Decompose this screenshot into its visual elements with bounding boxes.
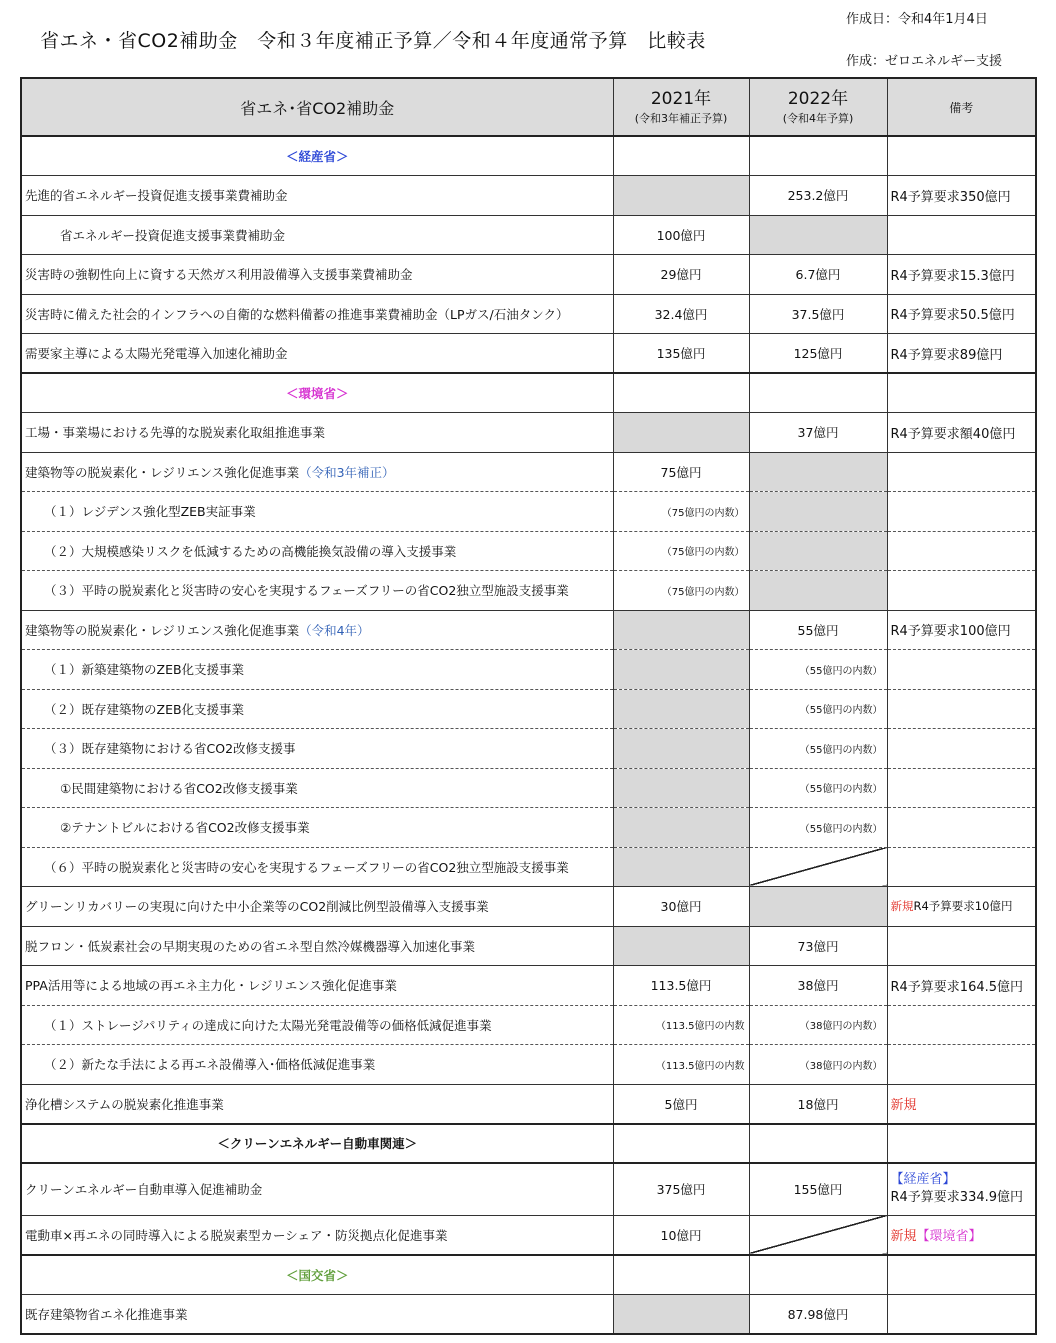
row-name: 既存建築物省エネ化推進事業	[21, 1294, 613, 1334]
table-row	[21, 452, 1036, 492]
gray-cell	[613, 768, 749, 808]
value-2022: 155億円	[749, 1163, 887, 1215]
table-row	[21, 847, 1036, 887]
row-name: （２）大規模感染リスクを低減するための高機能換気設備の導入支援事業	[21, 531, 613, 571]
gray-cell	[749, 452, 887, 492]
row-name: 工場・事業場における先導的な脱炭素化取組推進事業	[21, 413, 613, 453]
table-row	[21, 650, 1036, 690]
header-name: 省エネ･省CO2補助金	[21, 78, 613, 136]
row-name: （３）平時の脱炭素化と災害時の安心を実現するフェーズフリーの省CO2独立型施設支援事業	[21, 571, 613, 611]
value-2022: 6.7億円	[749, 255, 887, 295]
header-note: 備考	[887, 78, 1036, 136]
row-name: （１）ストレージパリティの達成に向けた太陽光発電設備等の価格低減促進事業	[21, 1005, 613, 1045]
value-2022: 37億円	[749, 413, 887, 453]
diagonal-cell	[749, 847, 887, 887]
value-2021: 100億円	[613, 215, 749, 255]
table-row	[21, 413, 1036, 453]
value-2022: 55億円	[749, 610, 887, 650]
gray-cell	[613, 413, 749, 453]
value-2022: （55億円の内数）	[749, 689, 887, 729]
section-row-env	[21, 373, 1036, 413]
value-2021: 5億円	[613, 1084, 749, 1124]
table-row	[21, 689, 1036, 729]
gray-cell	[613, 610, 749, 650]
row-name: ②テナントビルにおける省CO2改修支援事業	[21, 808, 613, 848]
row-note: 新規R4予算要求10億円	[887, 887, 1036, 927]
gray-cell	[749, 887, 887, 927]
row-name: （１）レジデンス強化型ZEB実証事業	[21, 492, 613, 532]
table-row	[21, 334, 1036, 374]
row-name: クリーンエネルギー自動車導入促進補助金	[21, 1163, 613, 1215]
value-2021: 29億円	[613, 255, 749, 295]
gray-cell	[749, 215, 887, 255]
table-row	[21, 531, 1036, 571]
value-2022: （55億円の内数）	[749, 768, 887, 808]
section-row-meti	[21, 136, 1036, 176]
row-name: （２）新たな手法による再エネ設備導入･価格低減促進事業	[21, 1045, 613, 1085]
created-date: 作成日：令和4年1月4日	[846, 12, 988, 27]
table-row	[21, 729, 1036, 769]
row-name: PPA活用等による地域の再エネ主力化・レジリエンス強化促進事業	[21, 966, 613, 1006]
value-2022: （38億円の内数）	[749, 1045, 887, 1085]
diagonal-cell	[749, 1215, 887, 1255]
table-row	[21, 492, 1036, 532]
table-header-row	[21, 78, 1036, 136]
value-2022: 125億円	[749, 334, 887, 374]
value-2021: （113.5億円の内数	[613, 1045, 749, 1085]
value-2021: （75億円の内数）	[613, 492, 749, 532]
row-name: （６）平時の脱炭素化と災害時の安心を実現するフェーズフリーの省CO2独立型施設支援事業	[21, 847, 613, 887]
value-2021: 10億円	[613, 1215, 749, 1255]
value-2022: 18億円	[749, 1084, 887, 1124]
header-2021: 2021年 (令和3年補正予算)	[613, 78, 749, 136]
row-note: R4予算要求89億円	[887, 334, 1036, 374]
header-2022: 2022年 (令和4年予算)	[749, 78, 887, 136]
gray-cell	[613, 729, 749, 769]
section-row-mlit	[21, 1255, 1036, 1295]
table-row	[21, 1215, 1036, 1255]
table-row	[21, 808, 1036, 848]
row-name: 電動車×再エネの同時導入による脱炭素型カーシェア・防災拠点化促進事業	[21, 1215, 613, 1255]
row-name: 建築物等の脱炭素化・レジリエンス強化促進事業（令和4年）	[21, 610, 613, 650]
value-2021: 32.4億円	[613, 294, 749, 334]
gray-cell	[749, 531, 887, 571]
value-2021: （75億円の内数）	[613, 571, 749, 611]
budget-tag: （令和3年補正）	[299, 464, 395, 480]
value-2022: 253.2億円	[749, 176, 887, 216]
row-name: ①民間建築物における省CO2改修支援事業	[21, 768, 613, 808]
gray-cell	[749, 571, 887, 611]
value-2021: 30億円	[613, 887, 749, 927]
row-name: 需要家主導による太陽光発電導入加速化補助金	[21, 334, 613, 374]
gray-cell	[749, 492, 887, 532]
row-note: 新規【環境省】	[887, 1215, 1036, 1255]
table-row	[21, 215, 1036, 255]
row-name: 災害時の強靭性向上に資する天然ガス利用設備導入支援事業費補助金	[21, 255, 613, 295]
value-2022: （55億円の内数）	[749, 808, 887, 848]
value-2021: 135億円	[613, 334, 749, 374]
section-label: ＜経産省＞	[21, 136, 613, 176]
table-row	[21, 294, 1036, 334]
value-2021: 375億円	[613, 1163, 749, 1215]
section-label: ＜クリーンエネルギー自動車関連＞	[21, 1124, 613, 1164]
value-2022: 87.98億円	[749, 1294, 887, 1334]
row-name: 浄化槽システムの脱炭素化推進事業	[21, 1084, 613, 1124]
row-note: 【経産省】 R4予算要求334.9億円	[887, 1163, 1036, 1215]
section-label: ＜国交省＞	[21, 1255, 613, 1295]
table-row	[21, 176, 1036, 216]
table-row	[21, 887, 1036, 927]
table-row	[21, 255, 1036, 295]
value-2022: 73億円	[749, 926, 887, 966]
table-row	[21, 966, 1036, 1006]
value-2022: （55億円の内数）	[749, 729, 887, 769]
row-name: グリーンリカバリーの実現に向けた中小企業等のCO2削減比例型設備導入支援事業	[21, 887, 613, 927]
value-2021: （113.5億円の内数	[613, 1005, 749, 1045]
table-row	[21, 1005, 1036, 1045]
table-row	[21, 926, 1036, 966]
table-row	[21, 610, 1036, 650]
gray-cell	[613, 176, 749, 216]
row-note: R4予算要求100億円	[887, 610, 1036, 650]
table-row	[21, 1163, 1036, 1215]
section-row-clean-car	[21, 1124, 1036, 1164]
new-badge: 新規	[887, 1084, 1036, 1124]
row-name: （３）既存建築物における省CO2改修支援事	[21, 729, 613, 769]
section-label: ＜環境省＞	[21, 373, 613, 413]
value-2021: 75億円	[613, 452, 749, 492]
gray-cell	[613, 808, 749, 848]
row-name: 脱フロン・低炭素社会の早期実現のための省エネ型自然冷媒機器導入加速化事業	[21, 926, 613, 966]
value-2022: 37.5億円	[749, 294, 887, 334]
row-note: R4予算要求50.5億円	[887, 294, 1036, 334]
table-row	[21, 571, 1036, 611]
value-2022: 38億円	[749, 966, 887, 1006]
gray-cell	[613, 650, 749, 690]
gray-cell	[613, 926, 749, 966]
table-row	[21, 1084, 1036, 1124]
author: 作成：ゼロエネルギー支援	[846, 54, 1003, 69]
row-name: 省エネルギー投資促進支援事業費補助金	[21, 215, 613, 255]
value-2021: （75億円の内数）	[613, 531, 749, 571]
row-name: （１）新築建築物のZEB化支援事業	[21, 650, 613, 690]
value-2021: 113.5億円	[613, 966, 749, 1006]
page-title: 省エネ・省CO2補助金 令和３年度補正予算／令和４年度通常予算 比較表	[40, 30, 706, 52]
budget-tag: （令和4年）	[299, 622, 370, 638]
row-name: （２）既存建築物のZEB化支援事業	[21, 689, 613, 729]
table-row	[21, 1045, 1036, 1085]
gray-cell	[613, 847, 749, 887]
row-note: R4予算要求164.5億円	[887, 966, 1036, 1006]
value-2022: （55億円の内数）	[749, 650, 887, 690]
row-note: R4予算要求350億円	[887, 176, 1036, 216]
gray-cell	[613, 689, 749, 729]
gray-cell	[613, 1294, 749, 1334]
comparison-table	[20, 77, 1037, 1335]
row-note: R4予算要求15.3億円	[887, 255, 1036, 295]
row-name: 先進的省エネルギー投資促進支援事業費補助金	[21, 176, 613, 216]
value-2022: （38億円の内数）	[749, 1005, 887, 1045]
row-name: 建築物等の脱炭素化・レジリエンス強化促進事業（令和3年補正）	[21, 452, 613, 492]
row-name: 災害時に備えた社会的インフラへの自衛的な燃料備蓄の推進事業費補助金（LPガス/石油タンク）	[21, 294, 613, 334]
table-row	[21, 1294, 1036, 1334]
table-row	[21, 768, 1036, 808]
row-note: R4予算要求額40億円	[887, 413, 1036, 453]
